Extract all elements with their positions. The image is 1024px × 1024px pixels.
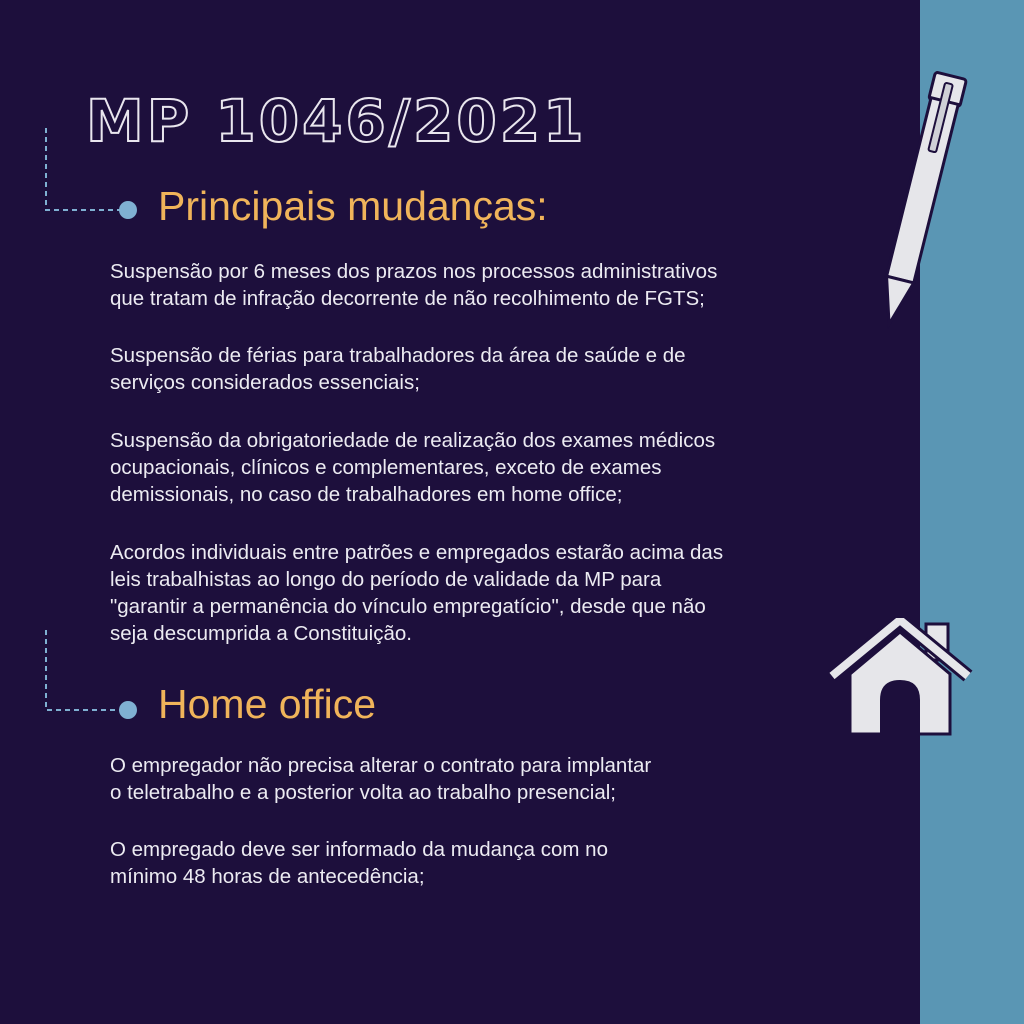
text-line: O empregador não precisa alterar o contrato para implantar — [110, 754, 652, 777]
text-line: demissionais, no caso de trabalhadores em home office; — [110, 483, 623, 506]
text-line: Suspensão da obrigatoriedade de realização dos exames médicos — [110, 429, 716, 452]
paragraph-exames — [110, 427, 890, 508]
section-heading-home-office: Home office — [158, 681, 377, 727]
text-line: leis trabalhistas ao longo do período de validade da MP para — [110, 568, 662, 591]
text-line: que tratam de infração decorrente de não recolhimento de FGTS; — [110, 287, 705, 310]
text-line: serviços considerados essenciais; — [110, 371, 420, 394]
page-title: MP 1046/2021 — [86, 87, 587, 155]
text-line: Acordos individuais entre patrões e empregados estarão acima das — [110, 541, 724, 564]
text-line: "garantir a permanência do vínculo empregatício", desde que não — [110, 595, 706, 618]
text-line: o teletrabalho e a posterior volta ao trabalho presencial; — [110, 781, 616, 804]
text-line: O empregado deve ser informado da mudança com no — [110, 838, 608, 861]
paragraph-ferias — [110, 342, 890, 396]
text-line: Suspensão de férias para trabalhadores da área de saúde e de — [110, 344, 686, 367]
text-line: mínimo 48 horas de antecedência; — [110, 865, 425, 888]
section-connector — [36, 124, 146, 224]
paragraph-aviso — [110, 836, 890, 890]
section-connector — [36, 626, 146, 726]
section-heading-principais: Principais mudanças: — [158, 183, 548, 229]
pen-icon — [870, 62, 970, 338]
paragraph-acordos — [110, 539, 890, 647]
house-icon — [828, 618, 974, 740]
text-line: seja descumprida a Constituição. — [110, 622, 412, 645]
text-line: ocupacionais, clínicos e complementares, exceto de exames — [110, 456, 662, 479]
paragraph-fgts — [110, 258, 890, 312]
text-line: Suspensão por 6 meses dos prazos nos processos administrativos — [110, 260, 718, 283]
paragraph-contrato — [110, 752, 890, 806]
